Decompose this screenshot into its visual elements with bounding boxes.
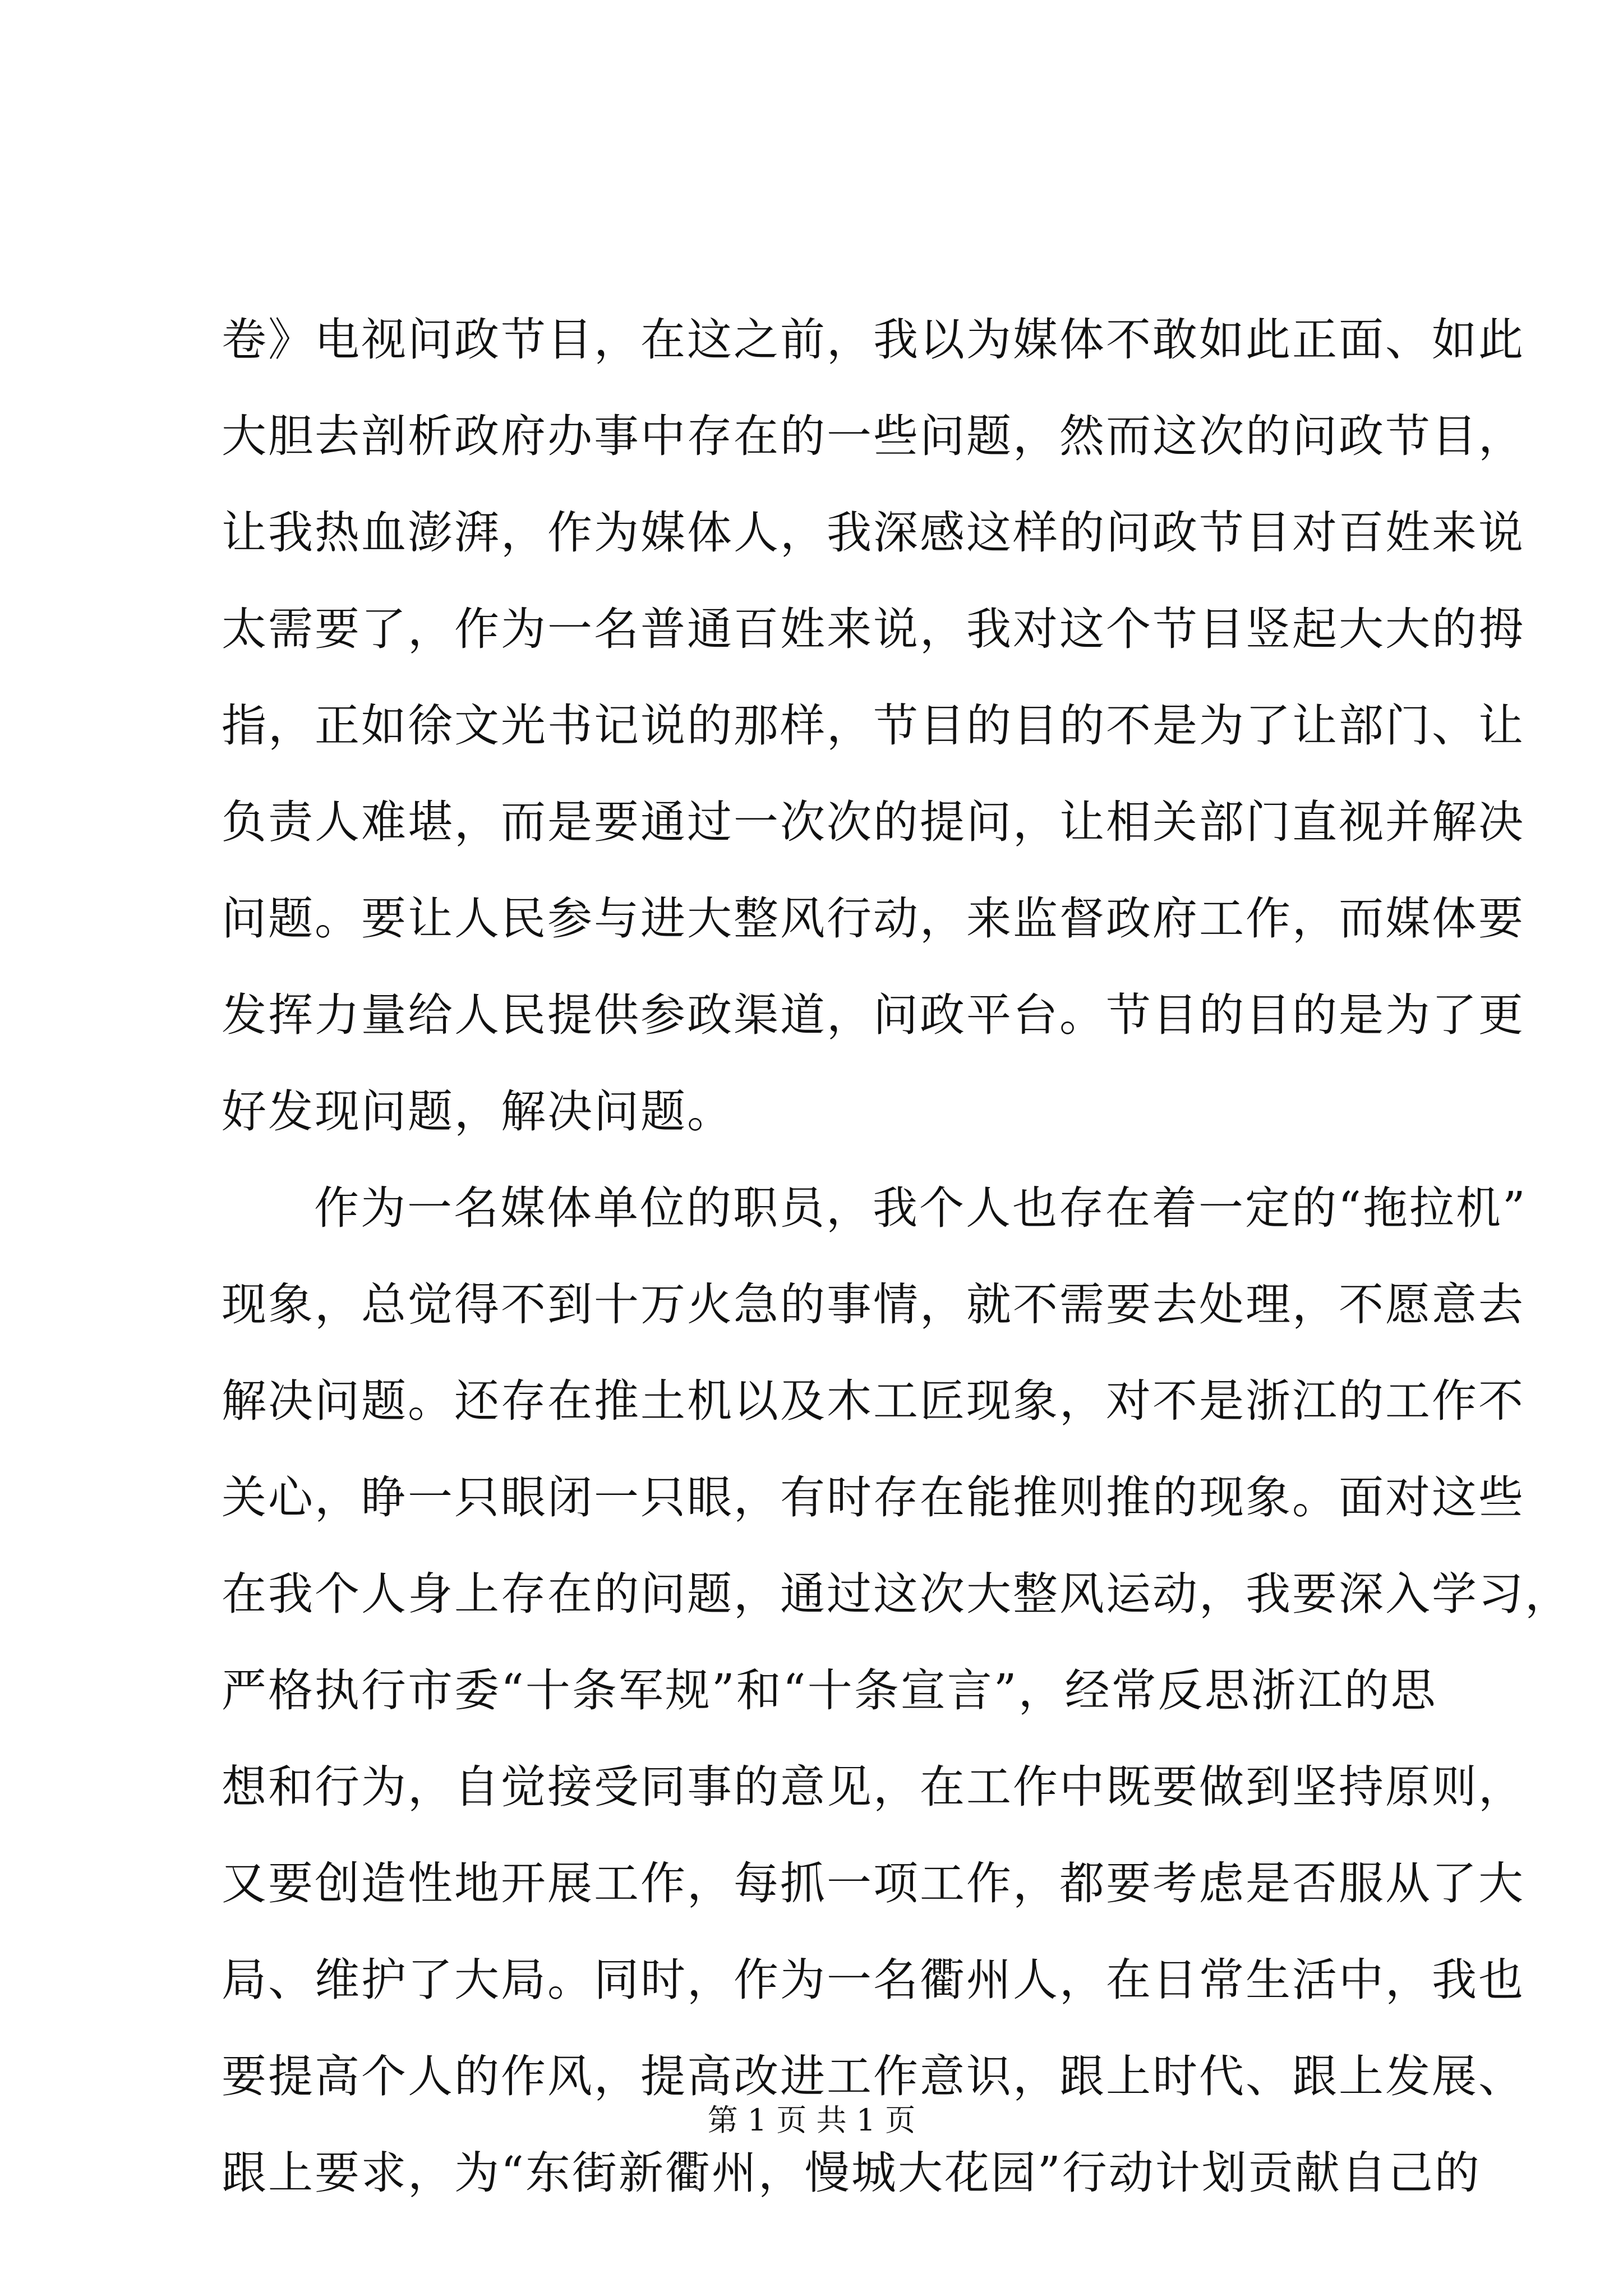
text-line: 在我个人身上存在的问题，通过这次大整风运动，我要深入学习， <box>222 1568 1571 1620</box>
text-line: 发挥力量给人民提供参政渠道，问政平台。节目的目的是为了更 <box>222 989 1525 1041</box>
text-line: 卷》电视问政节目，在这之前，我以为媒体不敢如此正面、如此 <box>222 314 1525 366</box>
text-line: 好发现问题，解决问题。 <box>222 1085 734 1138</box>
text-line: 跟上要求，为“东街新衢州，慢城大花园”行动计划贡献自己的 <box>222 2147 1481 2199</box>
text-line: 要提高个人的作风，提高改进工作意识，跟上时代、跟上发展、 <box>222 2050 1525 2102</box>
text-line: 指，正如徐文光书记说的那样，节目的目的不是为了让部门、让 <box>222 700 1525 752</box>
text-line: 负责人难堪，而是要通过一次次的提问，让相关部门直视并解决 <box>222 796 1525 848</box>
text-line: 想和行为，自觉接受同事的意见，在工作中既要做到坚持原则， <box>222 1761 1525 1813</box>
text-line: 局、维护了大局。同时，作为一名衢州人，在日常生活中，我也 <box>222 1954 1525 2006</box>
paragraph-start-line: 作为一名媒体单位的职员，我个人也存在着一定的“拖拉机” <box>314 1182 1527 1234</box>
text-line: 现象，总觉得不到十万火急的事情，就不需要去处理，不愿意去 <box>222 1278 1525 1331</box>
page-number-label: 第 1 页 共 1 页 <box>707 2102 916 2138</box>
text-line: 问题。要让人民参与进大整风行动，来监督政府工作，而媒体要 <box>222 892 1525 945</box>
text-line: 关心，睁一只眼闭一只眼，有时存在能推则推的现象。面对这些 <box>222 1471 1525 1524</box>
text-line: 让我热血澎湃，作为媒体人，我深感这样的问政节目对百姓来说 <box>222 507 1525 559</box>
document-body <box>222 292 1571 2221</box>
text-line: 解决问题。还存在推土机以及木工匠现象，对不是浙江的工作不 <box>222 1375 1525 1427</box>
text-line: 太需要了，作为一名普通百姓来说，我对这个节目竖起大大的拇 <box>222 603 1525 655</box>
page-footer <box>0 2098 1623 2143</box>
text-line: 大胆去剖析政府办事中存在的一些问题，然而这次的问政节目， <box>222 410 1525 462</box>
text-line: 严格执行市委“十条军规”和“十条宣言”，经常反思浙江的思 <box>222 1664 1437 1717</box>
text-line: 又要创造性地开展工作，每抓一项工作，都要考虑是否服从了大 <box>222 1857 1525 1910</box>
